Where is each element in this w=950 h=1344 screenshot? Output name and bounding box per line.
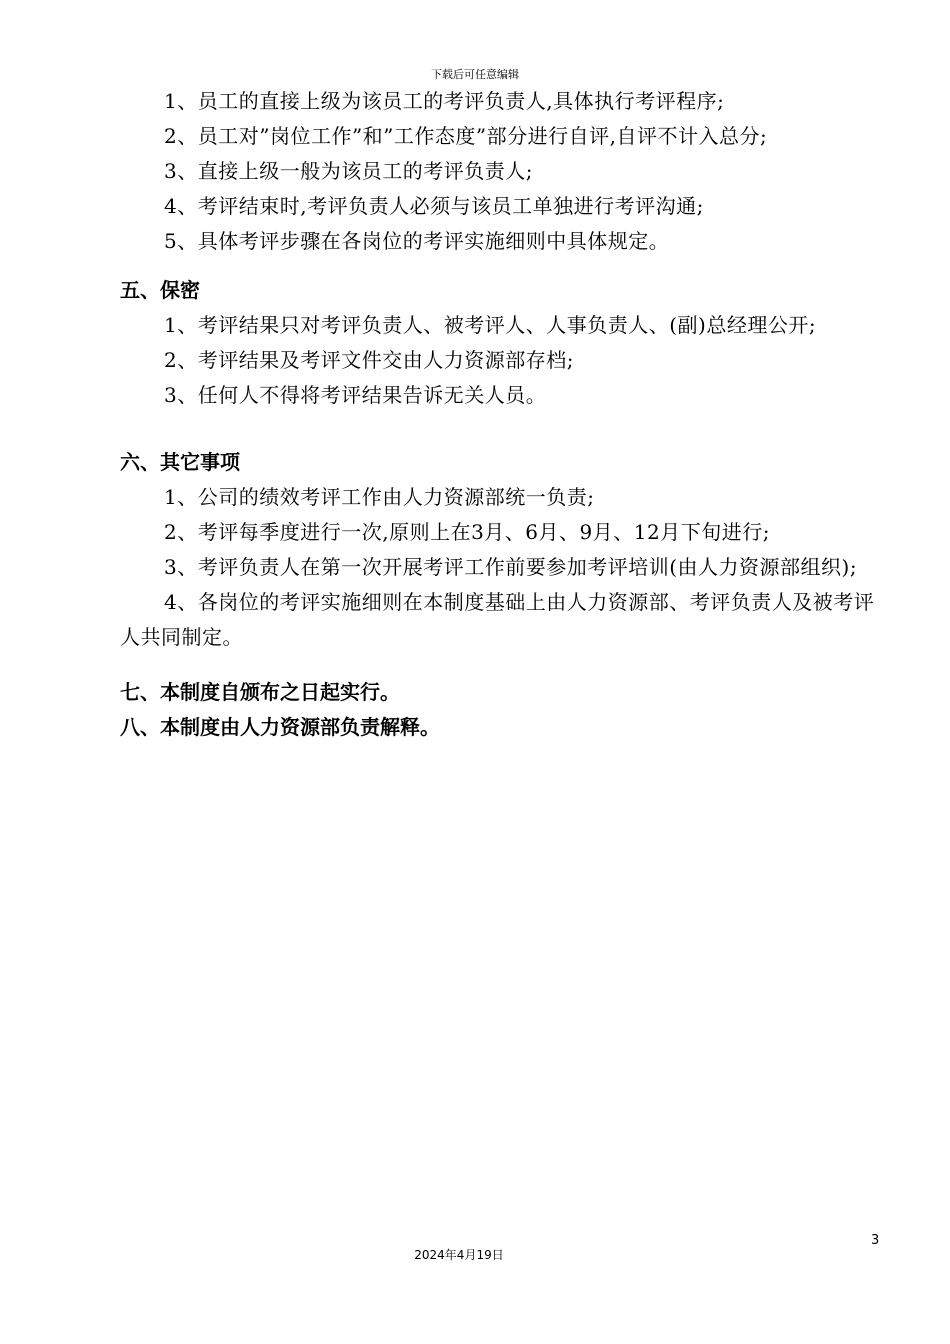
section4-item-4: 4、考评结束时,考评负责人必须与该员工单独进行考评沟通;: [164, 194, 704, 218]
section6-item-2: 2、考评每季度进行一次,原则上在3月、6月、9月、12月下旬进行;: [164, 520, 770, 544]
document-body: [120, 84, 880, 745]
section6-item-1: 1、公司的绩效考评工作由人力资源部统一负责;: [164, 485, 595, 509]
page-header-note: 下载后可任意编辑: [431, 68, 519, 81]
section4-item-1: 1、员工的直接上级为该员工的考评负责人,具体执行考评程序;: [164, 89, 725, 113]
section6-item-3: 3、考评负责人在第一次开展考评工作前要参加考评培训(由人力资源部组织);: [164, 555, 858, 579]
page-number: 3: [871, 1233, 880, 1248]
section6-item-4: 4、各岗位的考评实施细则在本制度基础上由人力资源部、考评负责人及被考评人共同制定。: [120, 590, 875, 649]
section4-item-5: 5、具体考评步骤在各岗位的考评实施细则中具体规定。: [164, 229, 670, 253]
section4-item-3: 3、直接上级一般为该员工的考评负责人;: [164, 159, 533, 183]
section6-heading: 六、其它事项: [120, 450, 240, 474]
section5-item-1: 1、考评结果只对考评负责人、被考评人、人事负责人、(副)总经理公开;: [164, 313, 817, 337]
section4-item-2: 2、员工对”岗位工作”和”工作态度”部分进行自评,自评不计入总分;: [164, 124, 768, 148]
section5-item-3: 3、任何人不得将考评结果告诉无关人员。: [164, 383, 547, 407]
section7-heading: 七、本制度自颁布之日起实行。: [120, 680, 400, 704]
section5-item-2: 2、考评结果及考评文件交由人力资源部存档;: [164, 348, 574, 372]
section8-heading: 八、本制度由人力资源部负责解释。: [120, 715, 440, 739]
section5-heading: 五、保密: [120, 278, 200, 302]
footer-date: 2024年4月19日: [414, 1248, 504, 1262]
